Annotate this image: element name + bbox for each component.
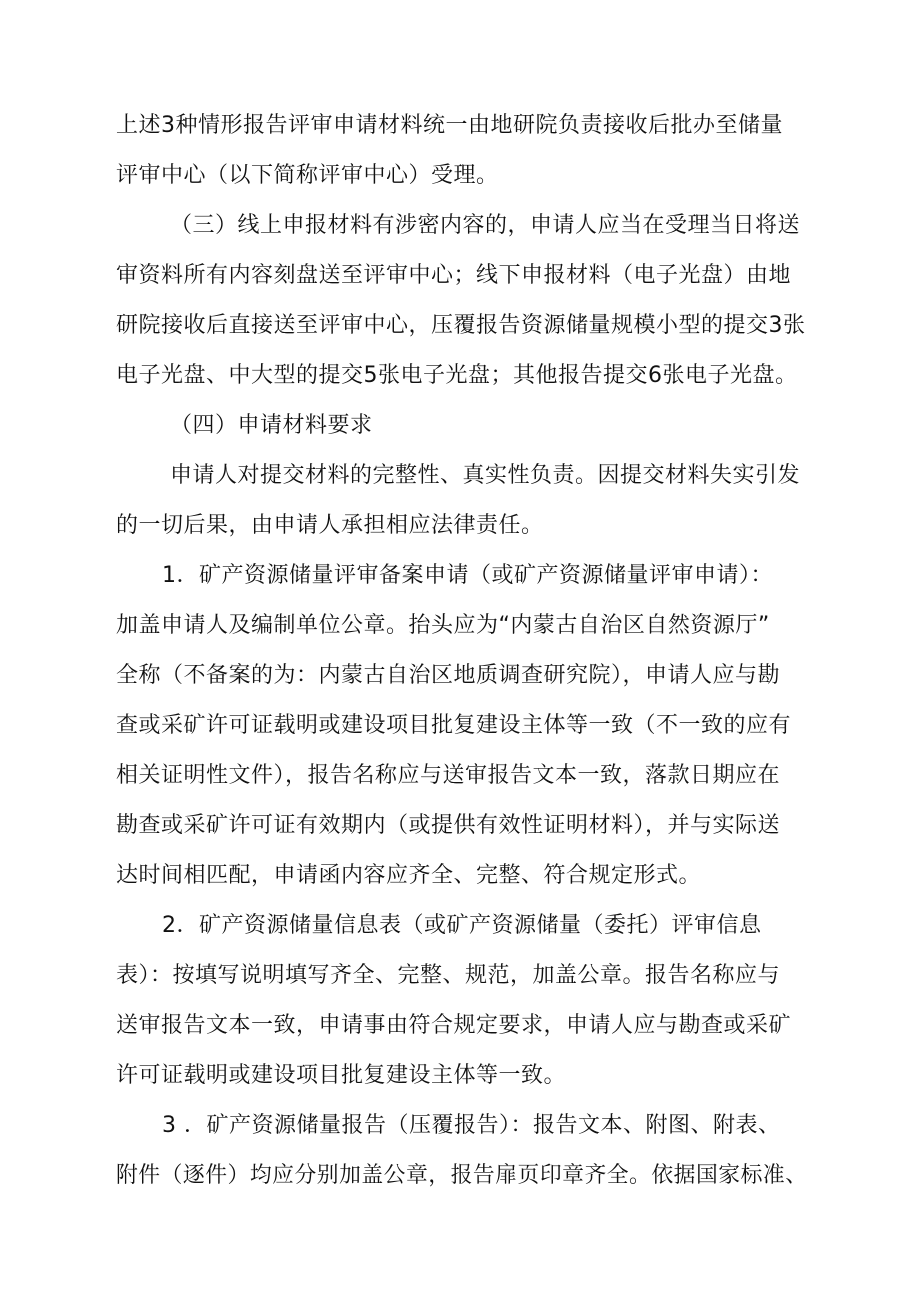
paragraph-line: 审资料所有内容刻盘送至评审中心；线下申报材料（电子光盘）由地 (116, 263, 792, 288)
paragraph-line: 申请人对提交材料的完整性、真实性负责。因提交材料失实引发 (170, 463, 801, 488)
paragraph-line: 全称（不备案的为：内蒙古自治区地质调查研究院），申请人应与勘 (116, 663, 781, 688)
paragraph-line: 送审报告文本一致，申请事由符合规定要求，申请人应与勘查或采矿 (116, 1013, 792, 1038)
paragraph-line: 的一切后果，由申请人承担相应法律责任。 (116, 513, 544, 538)
paragraph-line: 研院接收后直接送至评审中心，压覆报告资源储量规模小型的提交3张 (116, 313, 806, 338)
paragraph-line: 电子光盘、中大型的提交5张电子光盘；其他报告提交6张电子光盘。 (116, 363, 798, 388)
paragraph-line: 加盖申请人及编制单位公章。抬头应为“内蒙古自治区自然资源厅” (116, 613, 770, 638)
paragraph-line: 许可证载明或建设项目批复建设主体等一致。 (116, 1063, 567, 1088)
paragraph-line: 达时间相匹配，申请函内容应齐全、完整、符合规定形式。 (116, 863, 702, 888)
paragraph-line: 表）：按填写说明填写齐全、完整、规范，加盖公章。报告名称应与 (116, 963, 781, 988)
list-item-heading: 2．矿产资源储量信息表（或矿产资源储量（委托）评审信息 (162, 913, 762, 938)
paragraph-line: 相关证明性文件），报告名称应与送审报告文本一致，落款日期应在 (116, 763, 781, 788)
list-item-heading: 3 ．矿产资源储量报告（压覆报告）：报告文本、附图、附表、 (162, 1113, 781, 1138)
list-item-heading: 1．矿产资源储量评审备案申请（或矿产资源储量评审申请）： (162, 563, 773, 588)
paragraph-line: 查或采矿许可证载明或建设项目批复建设主体等一致（不一致的应有 (116, 713, 792, 738)
paragraph-line: 上述3种情形报告评审申请材料统一由地研院负责接收后批办至储量 (116, 113, 783, 138)
paragraph-line: 附件（逐件）均应分别加盖公章，报告扉页印章齐全。依据国家标准、 (116, 1163, 808, 1188)
section-heading: （四）申请材料要求 (170, 413, 373, 438)
paragraph-line: （三）线上申报材料有涉密内容的，申请人应当在受理当日将送 (170, 213, 801, 238)
paragraph-line: 评审中心（以下简称评审中心）受理。 (116, 163, 499, 188)
paragraph-line: 勘查或采矿许可证有效期内（或提供有效性证明材料），并与实际送 (116, 813, 781, 838)
